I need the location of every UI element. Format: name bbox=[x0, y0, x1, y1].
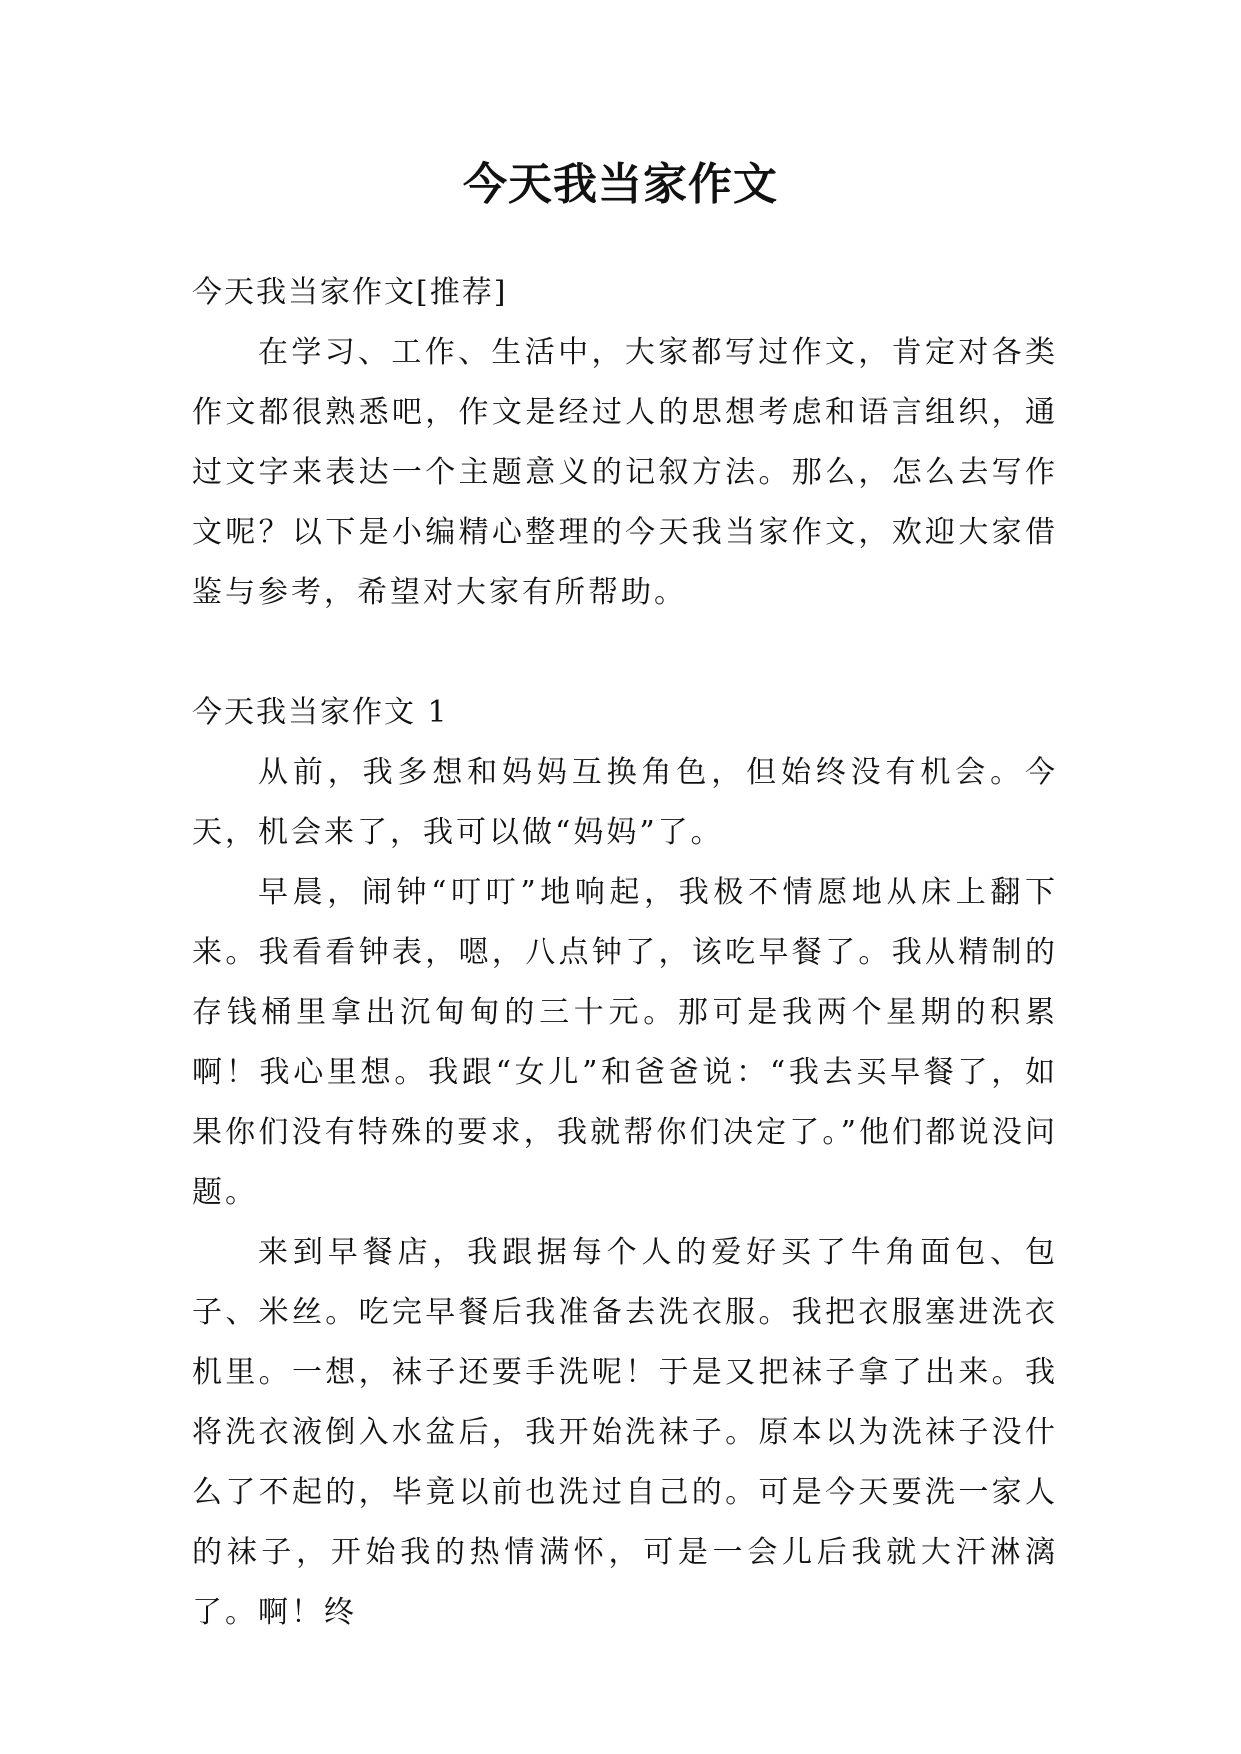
intro-paragraph: 在学习、工作、生活中，大家都写过作文，肯定对各类作文都很熟悉吧，作文是经过人的思想考虑和语言组织，通过文字来表达一个主题意义的记叙方法。那么，怎么去写作文呢？以下是小编精心整理的今天我当家作文，欢迎大家借鉴与参考，希望对大家有所帮助。 bbox=[192, 335, 1058, 610]
document-body bbox=[192, 263, 1058, 1643]
body-paragraph-2: 早晨，闹钟“叮叮”地响起，我极不情愿地从床上翻下来。我看看钟表，嗯，八点钟了，该吃早餐了。我从精制的存钱桶里拿出沉甸甸的三十元。那可是我两个星期的积累啊！我心里想。我跟“女儿”和爸爸说：“我去买早餐了，如果你们没有特殊的要求，我就帮你们决定了。”他们都说没问题。 bbox=[192, 875, 1058, 1210]
body-paragraph-3: 来到早餐店，我跟据每个人的爱好买了牛角面包、包子、米丝。吃完早餐后我准备去洗衣服。我把衣服塞进洗衣机里。一想，袜子还要手洗呢！于是又把袜子拿了出来。我将洗衣液倒入水盆后，我开始洗袜子。原本以为洗袜子没什么了不起的，毕竟以前也洗过自己的。可是今天要洗一家人的袜子，开始我的热情满怀，可是一会儿后我就大汗淋漓了。啊！终 bbox=[192, 1235, 1058, 1630]
intro-heading: 今天我当家作文[推荐] bbox=[192, 275, 508, 310]
document-title: 今天我当家作文 bbox=[463, 159, 778, 210]
section-spacer bbox=[192, 623, 1058, 683]
body-paragraph-1: 从前，我多想和妈妈互换角色，但始终没有机会。今天，机会来了，我可以做“妈妈”了。 bbox=[192, 755, 1058, 850]
section-heading: 今天我当家作文 1 bbox=[192, 695, 449, 730]
